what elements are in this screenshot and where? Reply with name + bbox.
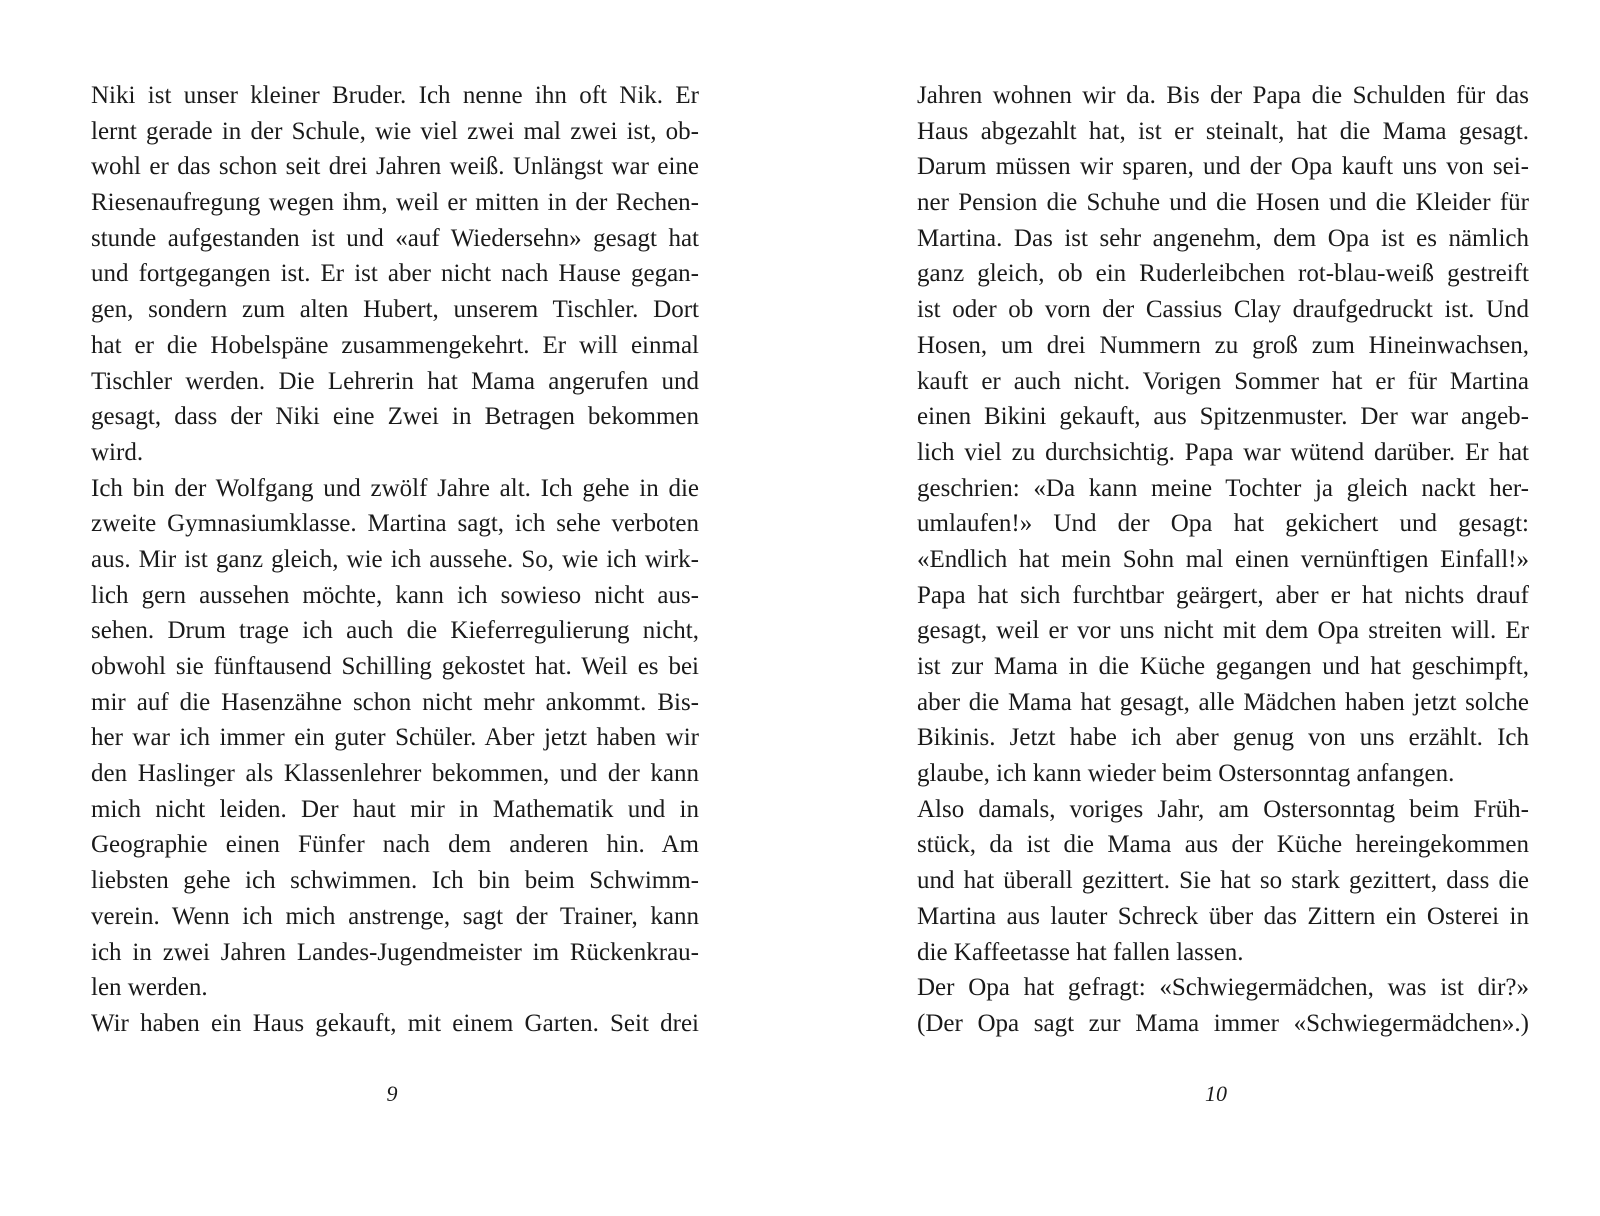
text-line: stunde aufgestanden ist und «auf Wiedersehn» gesagt hat — [91, 224, 699, 252]
text-line: den Haslinger als Klassenlehrer bekommen, und der kann — [91, 760, 699, 788]
page-number-right: 10 — [1205, 1081, 1227, 1106]
text-line: Tischler werden. Die Lehrerin hat Mama angerufen und — [91, 367, 699, 395]
text-line: Bikinis. Jetzt habe ich aber genug von uns erzählt. Ich — [917, 724, 1529, 752]
text-line: Darum müssen wir sparen, und der Opa kauft uns von sei- — [917, 153, 1529, 181]
text-line: her war ich immer ein guter Schüler. Aber jetzt haben wir — [91, 724, 699, 752]
text-line: Wir haben ein Haus gekauft, mit einem Garten. Seit drei — [91, 1009, 699, 1037]
text-line: Hosen, um drei Nummern zu groß zum Hineinwachsen, — [917, 331, 1529, 359]
text-line: mich nicht leiden. Der haut mir in Mathematik und in — [91, 795, 699, 823]
text-line: hat er die Hobelspäne zusammengekehrt. Er will einmal — [91, 331, 699, 359]
text-line: Papa hat sich furchtbar geärgert, aber er hat nichts drauf — [917, 581, 1529, 609]
text-line: kauft er auch nicht. Vorigen Sommer hat er für Martina — [917, 367, 1529, 395]
text-line: gesagt, weil er vor uns nicht mit dem Opa streiten will. Er — [917, 617, 1529, 645]
text-line: lich viel zu durchsichtig. Papa war wütend darüber. Er hat — [917, 438, 1529, 466]
text-line: umlaufen!» Und der Opa hat gekichert und gesagt: — [917, 510, 1529, 538]
left-page-text — [91, 78, 699, 1042]
text-line: liebsten gehe ich schwimmen. Ich bin beim Schwimm- — [91, 867, 699, 895]
text-line: geschrien: «Da kann meine Tochter ja gleich nackt her- — [917, 474, 1529, 502]
text-line: ganz gleich, ob ein Ruderleibchen rot-blau-weiß gestreift — [917, 260, 1529, 288]
text-line: «Endlich hat mein Sohn mal einen vernünftigen Einfall!» — [917, 545, 1529, 573]
text-line: ist zur Mama in die Küche gegangen und hat geschimpft, — [917, 653, 1529, 680]
text-line: Ich bin der Wolfgang und zwölf Jahre alt. Ich gehe in die — [91, 474, 699, 502]
text-line: mir auf die Hasenzähne schon nicht mehr ankommt. Bis- — [91, 688, 699, 716]
text-line: Martina aus lauter Schreck über das Zittern ein Osterei in — [917, 902, 1529, 930]
text-line: sehen. Drum trage ich auch die Kieferregulierung nicht, — [91, 617, 699, 645]
text-line: ner Pension die Schuhe und die Hosen und die Kleider für — [917, 189, 1529, 217]
text-line: len werden. — [91, 974, 208, 1002]
text-line: Also damals, voriges Jahr, am Ostersonntag beim Früh- — [917, 795, 1529, 823]
text-line: aber die Mama hat gesagt, alle Mädchen haben jetzt solche — [917, 688, 1529, 716]
text-line: Martina. Das ist sehr angenehm, dem Opa ist es nämlich — [917, 224, 1529, 252]
text-line: verein. Wenn ich mich anstrenge, sagt der Trainer, kann — [91, 902, 699, 930]
text-line: Niki ist unser kleiner Bruder. Ich nenne ihn oft Nik. Er — [91, 82, 699, 109]
text-line: Geographie einen Fünfer nach dem anderen hin. Am — [91, 831, 699, 859]
text-line: gen, sondern zum alten Hubert, unserem Tischler. Dort — [91, 296, 699, 324]
page-number-left: 9 — [386, 1081, 398, 1106]
text-line: lich gern aussehen möchte, kann ich sowieso nicht aus- — [91, 581, 699, 609]
text-line: und hat überall gezittert. Sie hat so stark gezittert, dass die — [917, 867, 1529, 895]
text-line: Riesenaufregung wegen ihm, weil er mitten in der Rechen- — [91, 189, 699, 217]
text-line: stück, da ist die Mama aus der Küche hereingekommen — [917, 831, 1529, 859]
text-line: aus. Mir ist ganz gleich, wie ich aussehe. So, wie ich wirk- — [91, 545, 699, 573]
text-line: gesagt, dass der Niki eine Zwei in Betragen bekommen — [91, 403, 699, 431]
text-line: wird. — [91, 438, 144, 466]
text-line: Der Opa hat gefragt: «Schwiegermädchen, was ist dir?» — [917, 974, 1529, 1002]
text-line: zweite Gymnasiumklasse. Martina sagt, ich sehe verboten — [91, 510, 699, 538]
text-line: wohl er das schon seit drei Jahren weiß. Unlängst war eine — [91, 153, 699, 181]
text-line: (Der Opa sagt zur Mama immer «Schwiegermädchen».) — [917, 1009, 1529, 1037]
text-line: die Kaffeetasse hat fallen lassen. — [917, 938, 1244, 966]
text-line: glaube, ich kann wieder beim Ostersonntag anfangen. — [917, 760, 1455, 788]
text-line: und fortgegangen ist. Er ist aber nicht nach Hause gegan- — [91, 260, 699, 288]
text-line: Jahren wohnen wir da. Bis der Papa die Schulden für das — [917, 82, 1529, 109]
text-line: Haus abgezahlt hat, ist er steinalt, hat die Mama gesagt. — [917, 117, 1529, 145]
text-line: einen Bikini gekauft, aus Spitzenmuster. Der war angeb- — [917, 403, 1529, 431]
right-page-text — [917, 78, 1529, 1042]
text-line: lernt gerade in der Schule, wie viel zwei mal zwei ist, ob- — [91, 117, 699, 145]
text-line: ich in zwei Jahren Landes-Jugendmeister im Rückenkrau- — [91, 938, 699, 966]
text-line: ist oder ob vorn der Cassius Clay draufgedruckt ist. Und — [917, 296, 1529, 324]
text-line: obwohl sie fünftausend Schilling gekostet hat. Weil es bei — [91, 653, 699, 680]
